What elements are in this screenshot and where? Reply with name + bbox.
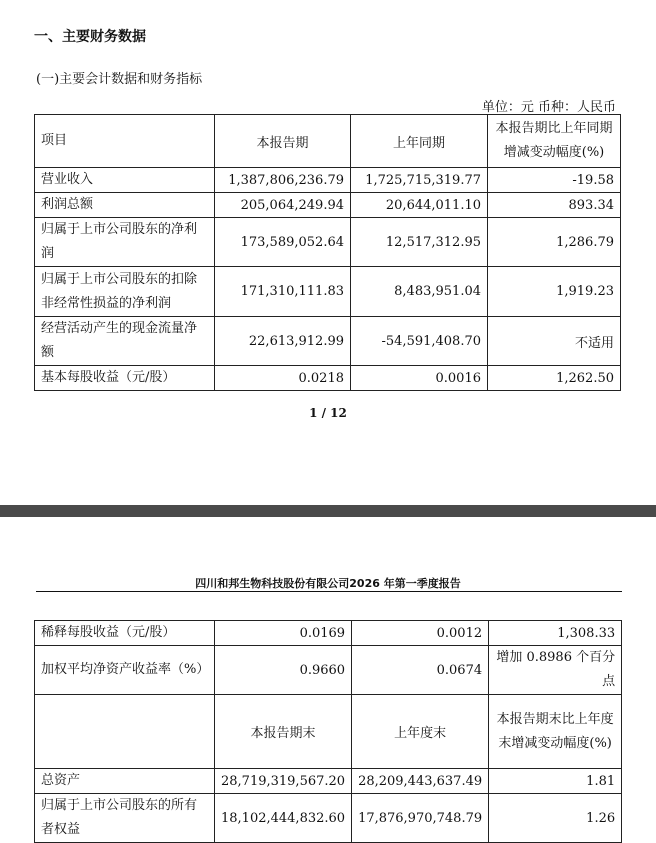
cell-current: 205,064,249.94 bbox=[215, 193, 351, 218]
row-label: 经营活动产生的现金流量净额 bbox=[35, 317, 215, 366]
table-row bbox=[35, 218, 621, 267]
table-header-row bbox=[35, 695, 622, 769]
header-current-period: 本报告期 bbox=[215, 115, 351, 168]
cell-current: 18,102,444,832.60 bbox=[215, 794, 352, 843]
table-row bbox=[35, 794, 622, 843]
cell-change: 1,308.33 bbox=[489, 621, 622, 646]
cell-current: 22,613,912.99 bbox=[215, 317, 351, 366]
table-row bbox=[35, 646, 622, 695]
table-row bbox=[35, 621, 622, 646]
table-row bbox=[35, 366, 621, 391]
subsection-title: (一)主要会计数据和财务指标 bbox=[36, 72, 203, 87]
cell-current: 0.0169 bbox=[215, 621, 352, 646]
cell-current: 0.9660 bbox=[215, 646, 352, 695]
cell-change: 不适用 bbox=[488, 317, 621, 366]
unit-line: 单位：元 币种：人民币 bbox=[481, 100, 616, 115]
header-change: 本报告期末比上年度末增减变动幅度(%) bbox=[489, 695, 622, 769]
table-row bbox=[35, 168, 621, 193]
header-prior-period: 上年同期 bbox=[351, 115, 488, 168]
row-label: 归属于上市公司股东的净利润 bbox=[35, 218, 215, 267]
cell-change: 1.81 bbox=[489, 769, 622, 794]
cell-prior: 0.0012 bbox=[352, 621, 489, 646]
table-row bbox=[35, 267, 621, 317]
cell-change: 1,262.50 bbox=[488, 366, 621, 391]
cell-prior: 17,876,970,748.79 bbox=[352, 794, 489, 843]
row-label: 归属于上市公司股东的扣除非经常性损益的净利润 bbox=[35, 267, 215, 317]
table-row bbox=[35, 769, 622, 794]
row-label: 总资产 bbox=[35, 769, 215, 794]
row-label: 利润总额 bbox=[35, 193, 215, 218]
table-row bbox=[35, 317, 621, 366]
row-label: 稀释每股收益（元/股） bbox=[35, 621, 215, 646]
cell-current: 1,387,806,236.79 bbox=[215, 168, 351, 193]
page-number: 1 / 12 bbox=[309, 406, 347, 420]
cell-current: 0.0218 bbox=[215, 366, 351, 391]
header-period-end: 本报告期末 bbox=[215, 695, 352, 769]
cell-change: -19.58 bbox=[488, 168, 621, 193]
cell-change: 1,919.23 bbox=[488, 267, 621, 317]
financial-table-2 bbox=[34, 620, 622, 843]
cell-change: 1,286.79 bbox=[488, 218, 621, 267]
table-row bbox=[35, 193, 621, 218]
section-title: 一、主要财务数据 bbox=[34, 29, 146, 45]
row-label: 加权平均净资产收益率（%） bbox=[35, 646, 215, 695]
cell-prior: 12,517,312.95 bbox=[351, 218, 488, 267]
page-separator bbox=[0, 505, 656, 517]
cell-prior: 0.0674 bbox=[352, 646, 489, 695]
cell-prior: -54,591,408.70 bbox=[351, 317, 488, 366]
cell-current: 171,310,111.83 bbox=[215, 267, 351, 317]
cell-change: 1.26 bbox=[489, 794, 622, 843]
cell-prior: 8,483,951.04 bbox=[351, 267, 488, 317]
table-header-row bbox=[35, 115, 621, 168]
cell-prior: 0.0016 bbox=[351, 366, 488, 391]
cell-current: 173,589,052.64 bbox=[215, 218, 351, 267]
row-label: 营业收入 bbox=[35, 168, 215, 193]
header-item bbox=[35, 695, 215, 769]
cell-prior: 28,209,443,637.49 bbox=[352, 769, 489, 794]
header-prior-year-end: 上年度末 bbox=[352, 695, 489, 769]
header-change: 本报告期比上年同期增减变动幅度(%) bbox=[488, 115, 621, 168]
row-label: 基本每股收益（元/股） bbox=[35, 366, 215, 391]
cell-current: 28,719,319,567.20 bbox=[215, 769, 352, 794]
header-item: 项目 bbox=[35, 115, 215, 168]
row-label: 归属于上市公司股东的所有者权益 bbox=[35, 794, 215, 843]
header-rule bbox=[36, 591, 622, 592]
report-title: 四川和邦生物科技股份有限公司2026 年第一季度报告 bbox=[195, 577, 461, 590]
cell-change: 893.34 bbox=[488, 193, 621, 218]
cell-prior: 1,725,715,319.77 bbox=[351, 168, 488, 193]
cell-prior: 20,644,011.10 bbox=[351, 193, 488, 218]
financial-table-1 bbox=[34, 114, 621, 391]
cell-change: 增加 0.8986 个百分点 bbox=[489, 646, 622, 695]
